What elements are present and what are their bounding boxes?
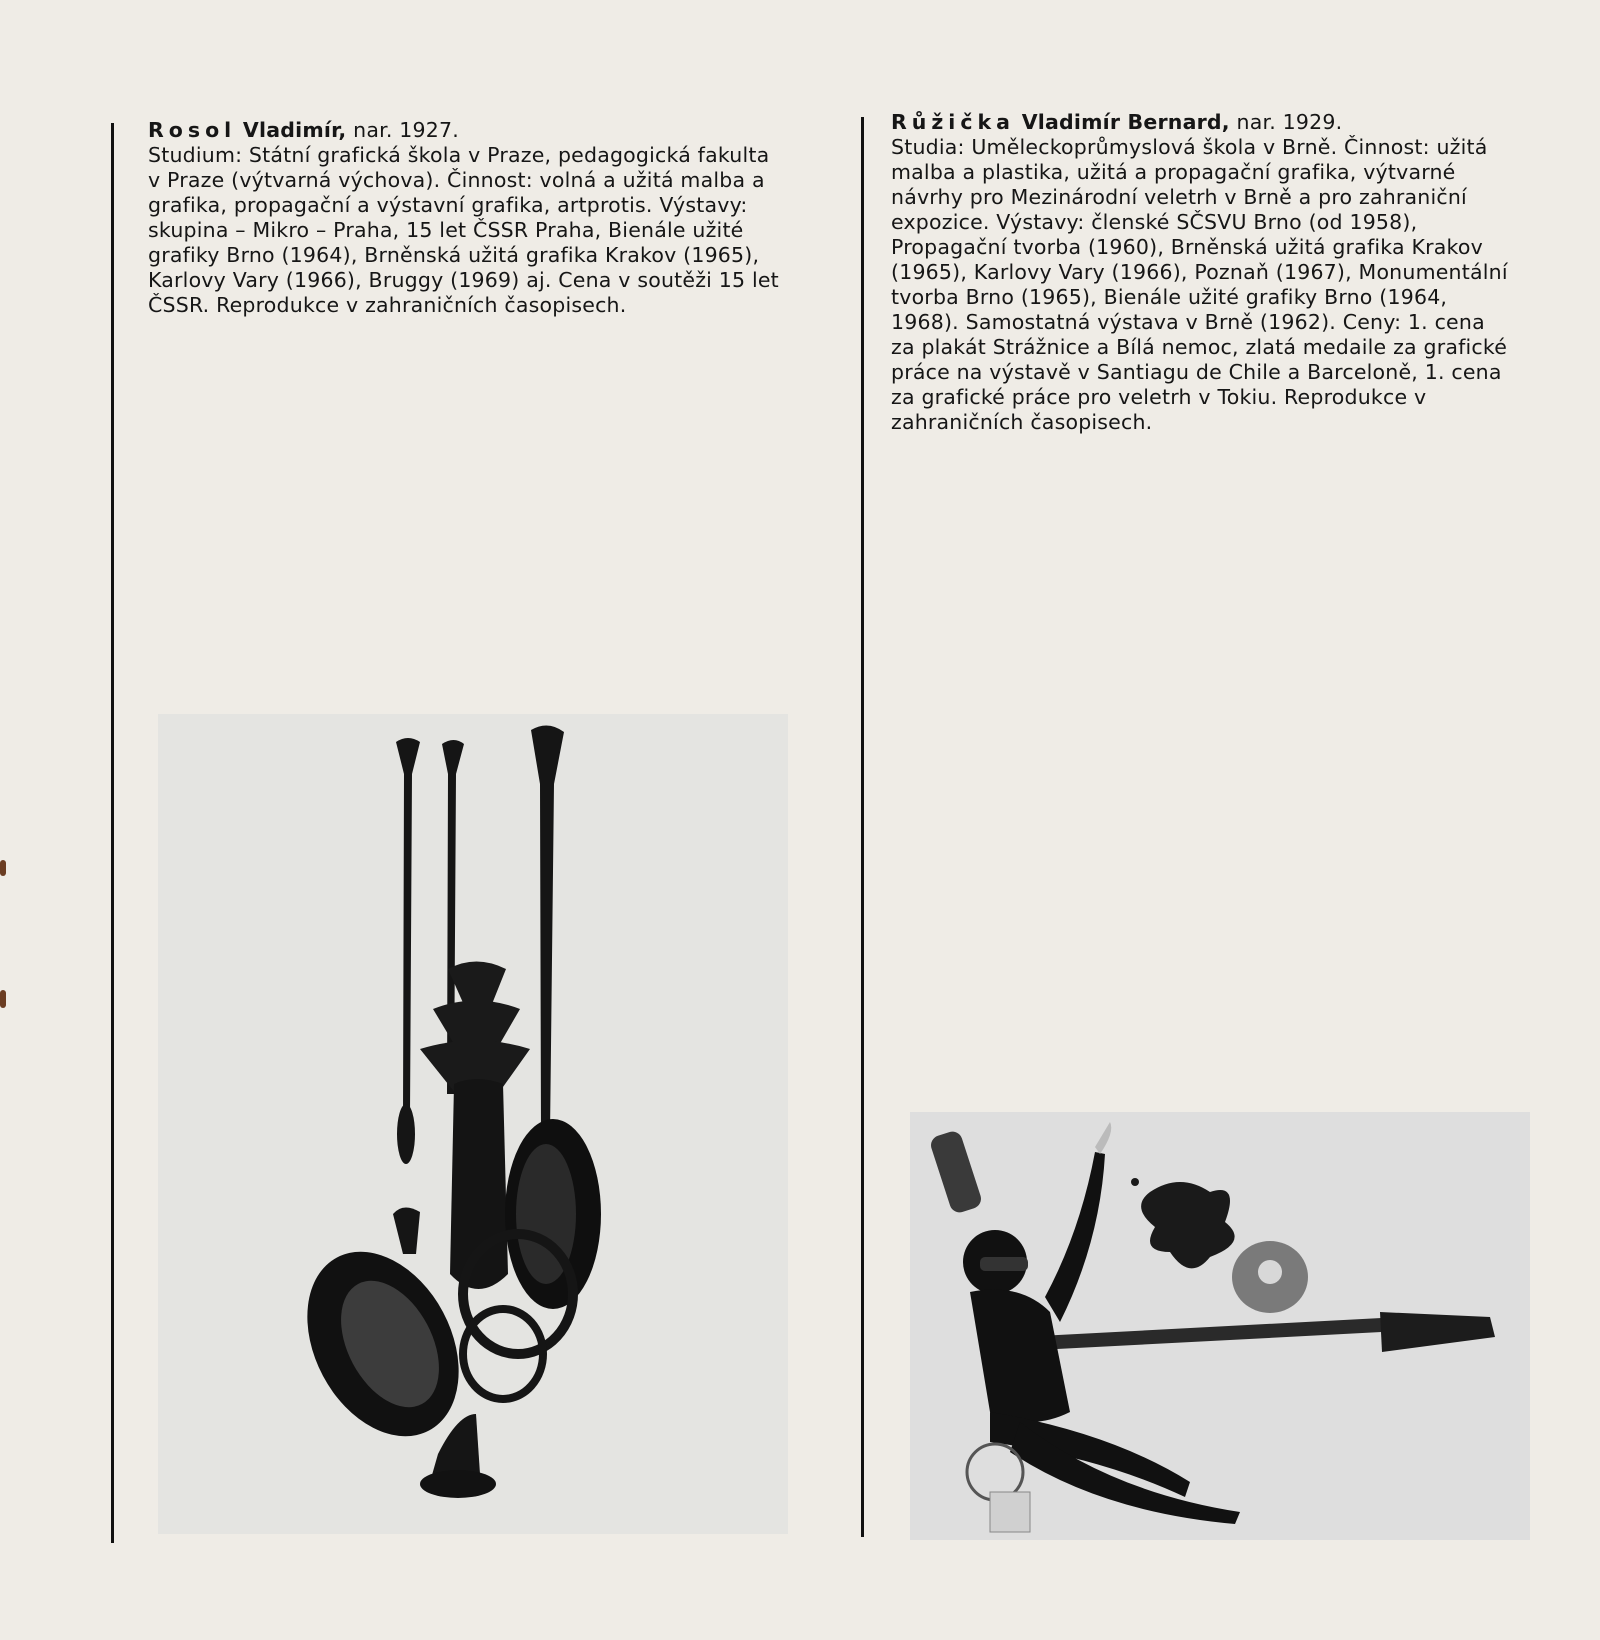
- horns-illustration: [158, 714, 788, 1534]
- binding-edge-mark: [0, 990, 6, 1008]
- poster-illustration: [910, 1112, 1530, 1540]
- artist-given-name: Vladimír Bernard,: [1021, 110, 1230, 134]
- horns-sculpture-photo: [158, 714, 788, 1534]
- artist-biography: Studia: Uměleckoprůmyslová škola v Brně. Činnost: užitá malba a plastika, užitá a propagační grafika, výtvarné návrhy pro Mezinárodní veletrh v Brně a pro zahraniční expozice. Výstavy: členské SČSVU Brno (od 1958), Propagační tvorba (1960), Brněnská užitá grafika Krakov (1965), Karlovy Vary (1966), Poznaň (1967), Monumentální tvorba Brno (1965), Bienále užité grafiky Brno (1964, 1968). Samostatná výstava v Brně (1962). Ceny: 1. cena za plakát Strážnice a Bílá nemoc, zlatá medaile za grafické práce na výstavě v Santiagu de Chile a Barceloně, 1. cena za grafické práce pro veletrh v Tokiu. Reprodukce v zahraničních časopisech.: [891, 135, 1508, 434]
- artist-surname: Rosol: [148, 118, 237, 142]
- binding-edge-mark: [0, 860, 6, 876]
- artist-birth: nar. 1927.: [353, 118, 459, 142]
- artist-surname: Růžička: [891, 110, 1015, 134]
- left-column-rule: [111, 123, 114, 1543]
- artist-biography: Studium: Státní grafická škola v Praze, pedagogická fakulta v Praze (výtvarná výchova). Činnost: volná a užitá malba a grafika, propagační a výstavní grafika, artprotis. Výstavy: skupina – Mikro – Praha, 15 let ČSSR Praha, Bienále užité grafiky Brno (1964), Brněnská užitá grafika Krakov (1965), Karlovy Vary (1966), Bruggy (1969) aj. Cena v soutěži 15 let ČSSR. Reprodukce v zahraničních časopisech.: [148, 143, 779, 317]
- left-artist-heading: [148, 118, 788, 143]
- right-artist-heading: [891, 110, 1511, 135]
- artist-birth: nar. 1929.: [1236, 110, 1343, 134]
- artist-given-name: Vladimír,: [242, 118, 347, 142]
- left-artist-entry: [148, 118, 788, 318]
- right-artist-entry: [891, 110, 1511, 435]
- poster-woman-pen-photo: [910, 1112, 1530, 1540]
- right-column-rule: [861, 117, 864, 1537]
